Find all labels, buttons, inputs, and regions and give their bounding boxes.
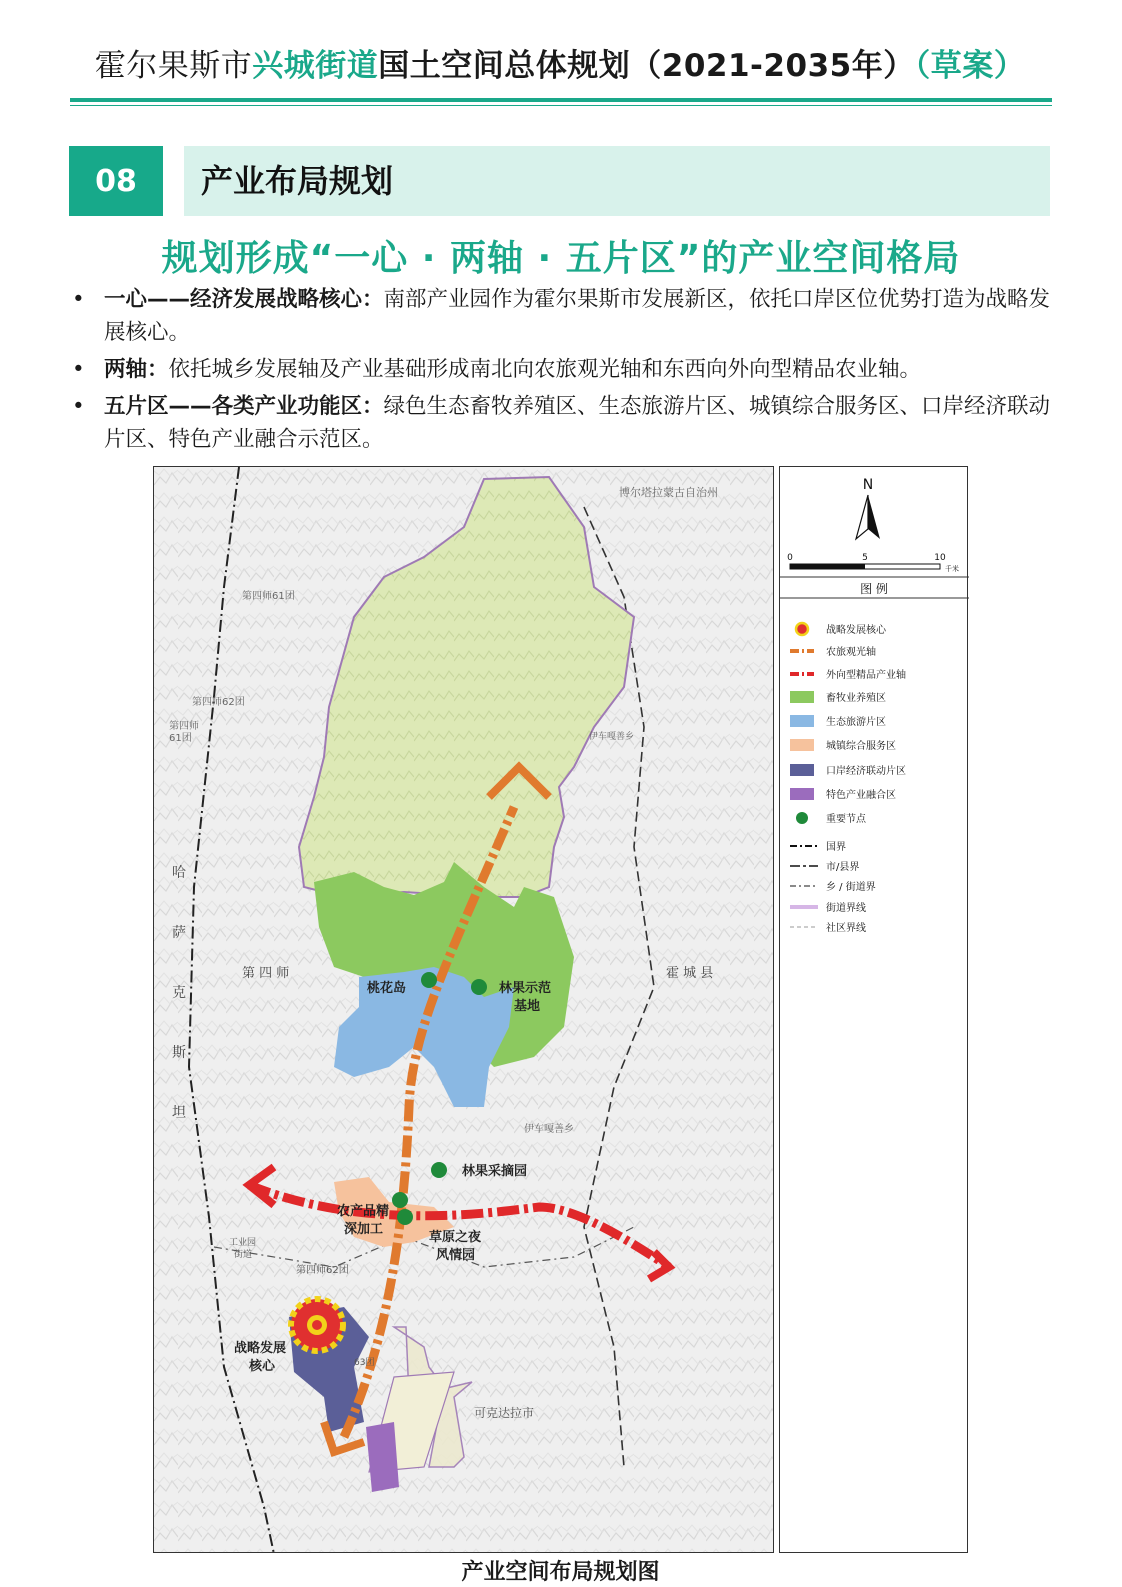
header-city: 霍尔果斯市	[94, 48, 253, 84]
legend-item: 街道界线	[826, 903, 866, 914]
label-huocheng: 霍 城 县	[666, 966, 714, 981]
node-agri-processing	[392, 1192, 408, 1208]
label-gongye-1: 工业园	[229, 1238, 257, 1248]
label-linguo-picking: 林果采摘园	[462, 1164, 528, 1179]
legend-item: 社区界线	[826, 923, 866, 934]
north-arrow-icon	[856, 495, 880, 539]
label-kazakhstan-2: 萨	[172, 925, 186, 941]
legend-item: 特色产业融合区	[826, 790, 896, 801]
legend-title: 图 例	[860, 582, 888, 596]
scale-unit: 千米	[945, 565, 959, 573]
bullet-heading: 一心——经济发展战略核心：	[104, 287, 384, 312]
page-subtitle: 规划形成“一心 · 两轴 · 五片区”的产业空间格局	[161, 238, 961, 279]
header-street: 兴城街道	[252, 48, 379, 84]
bullet-text: 南部产业园作为霍尔果斯市发展新区，依托口岸区位优势打造为战略发展核心。	[104, 287, 1051, 345]
bullet-heading: 五片区——各类产业功能区：	[104, 394, 384, 419]
label-yichegasha-2: 伊车嘎善乡	[524, 1124, 574, 1135]
legend-item: 口岸经济联动片区	[826, 766, 906, 777]
industrial-layout-map	[154, 467, 774, 1553]
legend-node-dot	[796, 812, 808, 824]
scale-tick-0: 0	[787, 553, 793, 563]
section-title: 产业布局规划	[201, 162, 394, 200]
label-agri-processing-2: 深加工	[344, 1222, 384, 1237]
label-kekedala: 可克达拉市	[474, 1406, 535, 1420]
legend-item: 战略发展核心	[826, 625, 886, 636]
legend-item: 市/县界	[826, 862, 860, 873]
bullet-heading: 两轴：	[104, 357, 169, 382]
header-draft: （草案）	[914, 48, 1026, 84]
bullet-list	[70, 283, 1060, 460]
legend-port-swatch	[790, 764, 814, 776]
header-plan: 国土空间总体规划（2021-2035年）	[378, 48, 915, 84]
document-header	[70, 40, 1050, 85]
label-inner-mongolia: 博尔塔拉蒙古自治州	[619, 486, 718, 499]
legend-town-swatch	[790, 739, 814, 751]
label-yichegasha: 伊车嘎善乡	[589, 732, 635, 742]
legend-tourism-swatch	[790, 715, 814, 727]
label-linguo-1: 林果示范	[499, 981, 552, 996]
legend-item: 乡 / 街道界	[826, 882, 876, 893]
section-number: 08	[69, 146, 163, 216]
label-div4-61: 第四师61团	[242, 591, 295, 602]
legend-item: 生态旅游片区	[826, 717, 886, 728]
label-grassland-1: 草原之夜	[429, 1230, 482, 1245]
map-panel	[153, 466, 774, 1553]
label-div4: 第 四 师	[242, 966, 290, 981]
label-div4-61b: 第四师	[169, 721, 199, 732]
legend-svg	[780, 467, 969, 1554]
legend-item: 国界	[826, 842, 846, 853]
label-grassland-2: 风情园	[436, 1248, 476, 1263]
node-linguo-base	[471, 979, 487, 995]
legend-item: 畜牧业养殖区	[826, 693, 886, 704]
label-kazakhstan-5: 坦	[172, 1105, 186, 1121]
strategic-core-icon	[291, 1299, 343, 1351]
label-div4-62: 第四师62团	[192, 697, 245, 708]
label-gongye-2: 街道	[234, 1250, 253, 1260]
legend-special-swatch	[790, 788, 814, 800]
legend-core-icon	[796, 623, 808, 635]
label-linguo-2: 基地	[514, 999, 541, 1014]
label-div4-62b: 第四师62团	[296, 1265, 349, 1276]
label-kazakhstan-3: 克	[172, 985, 186, 1001]
label-taohuadao: 桃花岛	[367, 981, 407, 996]
bullet-dot: •	[72, 357, 85, 382]
bullet-dot: •	[72, 394, 85, 419]
scale-bar	[790, 564, 940, 569]
bullet-item	[70, 390, 1060, 456]
bullet-item	[70, 283, 1060, 349]
label-div4-61b-2: 61团	[169, 733, 192, 744]
bullet-dot: •	[72, 287, 85, 312]
legend-livestock-swatch	[790, 691, 814, 703]
label-core-1: 战略发展	[234, 1341, 287, 1356]
header-rule-thick	[70, 98, 1052, 102]
bullet-text: 依托城乡发展轴及产业基础形成南北向农旅观光轴和东西向外向型精品农业轴。	[168, 357, 922, 382]
label-kazakhstan-4: 斯	[172, 1045, 186, 1061]
scale-tick-5: 5	[862, 553, 868, 563]
node-linguo-picking	[431, 1162, 447, 1178]
legend-panel	[779, 466, 968, 1553]
north-label: N	[862, 477, 874, 493]
scale-tick-10: 10	[934, 553, 946, 563]
label-core-2: 核心	[249, 1359, 276, 1374]
label-kazakhstan-1: 哈	[172, 865, 186, 881]
node-taohuadao	[421, 972, 437, 988]
bullet-text: 绿色生态畜牧养殖区、生态旅游片区、城镇综合服务区、口岸经济联动片区、特色产业融合示范区。	[104, 394, 1051, 452]
bullet-item	[70, 353, 1060, 386]
legend-item: 重要节点	[826, 814, 866, 825]
label-agri-processing-1: 农产品精	[337, 1204, 390, 1219]
map-caption: 产业空间布局规划图	[461, 1560, 660, 1585]
legend-item: 农旅观光轴	[826, 647, 876, 658]
node-grassland-night	[397, 1209, 413, 1225]
legend-item: 城镇综合服务区	[826, 741, 896, 752]
header-rule-thin	[70, 105, 1052, 106]
label-tuan63: 63团	[354, 1358, 375, 1368]
legend-item: 外向型精品产业轴	[826, 670, 906, 681]
